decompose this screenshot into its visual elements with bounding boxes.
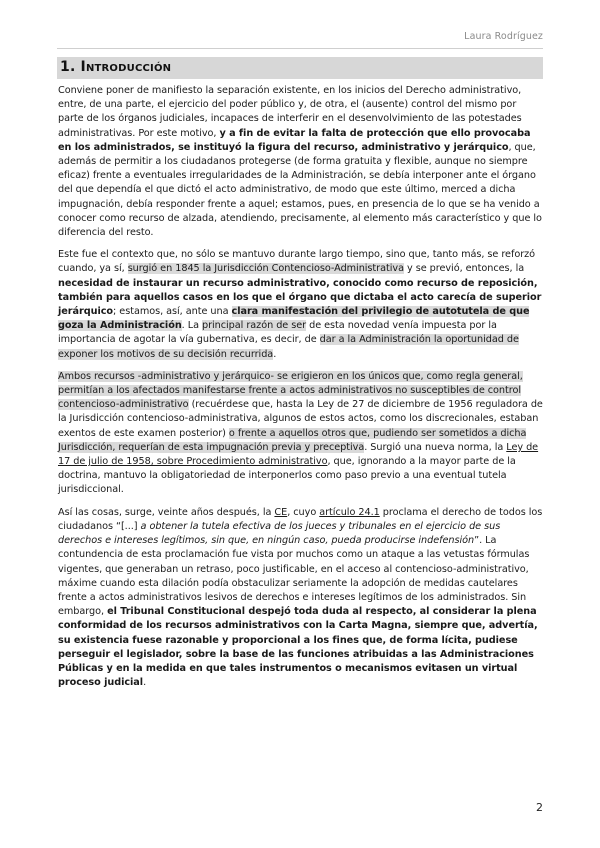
text-run: . Surgió una nueva norma, la bbox=[364, 441, 507, 453]
article-link[interactable]: artículo 24.1 bbox=[319, 506, 380, 518]
page-number: 2 bbox=[536, 801, 543, 814]
text-run: Este fue el contexto que, no sólo se mantuvo durante largo tiempo, sino que, tanto más, se reforzó cuando, ya sí, bbox=[58, 249, 536, 275]
text-run: Así las cosas, surge, veinte años después, la bbox=[58, 506, 275, 518]
bold-text: el Tribunal Constitucional despejó toda duda al respecto, al considerar la plena conformidad de los recursos administrativos con la Carta Magna, siempre que, advertía, su existencia fuese razonable y proporcional a los fines que, de forma lícita, pudiese perseguir el legislador, sobre la base de las funciones atribuidas a las Administraciones Públicas y en la medida en que tales instrumentos o mecanismos evitasen un virtual proceso judicial bbox=[58, 606, 538, 689]
document-body bbox=[58, 84, 544, 698]
text-run: . bbox=[143, 677, 147, 689]
bold-text: necesidad de instaurar un recurso administrativo, conocido como recurso de reposición, también para aquellos casos en los que el órgano que dictaba el acto carecía de superior jerárquico bbox=[58, 277, 542, 318]
text-run: y se previó, entonces, la bbox=[403, 263, 525, 275]
text-run: , que, ignorando a la mayor parte de la doctrina, mantuvo la obligatoriedad de interponerlos como paso previo a una eventual tutela jurisdiccional. bbox=[58, 456, 516, 496]
italic-quote: a obtener la tutela efectiva de los jueces y tribunales en el ejercicio de sus derechos e intereses legítimos, sin que, en ningún caso, pueda producirse indefensión bbox=[58, 520, 501, 547]
highlighted-text: surgió en 1845 la Jurisdicción Contencioso-Administrativa bbox=[127, 263, 404, 275]
section-title: 1. Introducción bbox=[57, 57, 543, 79]
text-run: , cuyo bbox=[287, 506, 320, 518]
highlighted-text: o frente a aquellos otros que, pudiendo ser sometidos a dicha Jurisdicción, requerían de esta impugnación previa y preceptiva bbox=[58, 427, 527, 453]
text-run: . bbox=[273, 348, 277, 360]
highlighted-text: principal razón de ser bbox=[202, 320, 307, 332]
text-run: , que, además de permitir a los ciudadanos protegerse (de forma gratuita y flexible, aunque no siempre eficaz) frente a eventuales irregularidades de la Administración, se debía interponer ante el órgano del que dependía el que dictó el acto administrativo, de modo que este último, merced a dicha impugnación, debía responder frente a aquel; estamos, pues, en presencia de lo que se ha venido a conocer como recurso de alzada, atendiendo, precisamente, al elemento más característico y que lo diferencia del resto. bbox=[58, 141, 542, 239]
text-run: ; estamos, así, ante una bbox=[113, 306, 232, 318]
text-run: de esta novedad venía impuesta por la importancia de agotar la vía gubernativa, es decir, de bbox=[58, 320, 497, 346]
ce-link[interactable]: CE bbox=[274, 506, 288, 518]
text-run: (recuérdese que, hasta la Ley de 27 de diciembre de 1956 reguladora de la Jurisdicción contencioso-administrativa, algunos de estos actos, como los discrecionales, estaban exentos de este examen posterior) bbox=[58, 399, 543, 439]
law-link[interactable]: Ley de 17 de julio de 1958, sobre Procedimiento administrativo bbox=[58, 441, 539, 468]
text-run: Conviene poner de manifiesto la separación existente, en los inicios del Derecho administrativo, entre, de una parte, el ejercicio del poder público y, de otra, el (ausente) control del mismo por parte de los órganos judiciales, incapaces de interferir en el desenvolvimiento de las potestades administrativas. Por este motivo, bbox=[58, 85, 522, 139]
paragraph-3 bbox=[58, 370, 544, 498]
highlighted-text: Ambos recursos -administrativo y jerárquico- se erigieron en los únicos que, como regla general, permitían a los afectados manifestarse frente a actos administrativos no susceptibles de control contencioso-administrativo bbox=[58, 370, 523, 411]
paragraph-1 bbox=[58, 84, 544, 240]
text-run: ”. La contundencia de esta proclamación fue vista por muchos como un ataque a las vetustas fórmulas vigentes, que generaban un retraso, poco justificable, en el acceso al contencioso-administrativo, máxime cuando esta dilación podía obstaculizar seriamente la adopción de medidas cautelares frente a actos administrativos lesivos de derechos e intereses legítimos de los administrados. Sin embargo, bbox=[58, 535, 530, 618]
header-rule bbox=[57, 48, 543, 49]
highlighted-text: dar a la Administración la oportunidad de exponer los motivos de su decisión recurrida bbox=[58, 334, 519, 360]
text-run: . La bbox=[181, 320, 202, 332]
paragraph-4 bbox=[58, 506, 544, 691]
header-author: Laura Rodríguez bbox=[464, 31, 543, 42]
bold-text: y a fin de evitar la falta de protección que ello provocaba en los administrados, se instituyó la figura del recurso, administrativo y jerárquico bbox=[58, 127, 531, 153]
paragraph-2 bbox=[58, 248, 544, 362]
text-run: proclama el derecho de todos los ciudadanos “[...] bbox=[58, 506, 543, 532]
bold-highlighted-text: clara manifestación del privilegio de autotutela de que goza la Administración bbox=[58, 306, 530, 332]
